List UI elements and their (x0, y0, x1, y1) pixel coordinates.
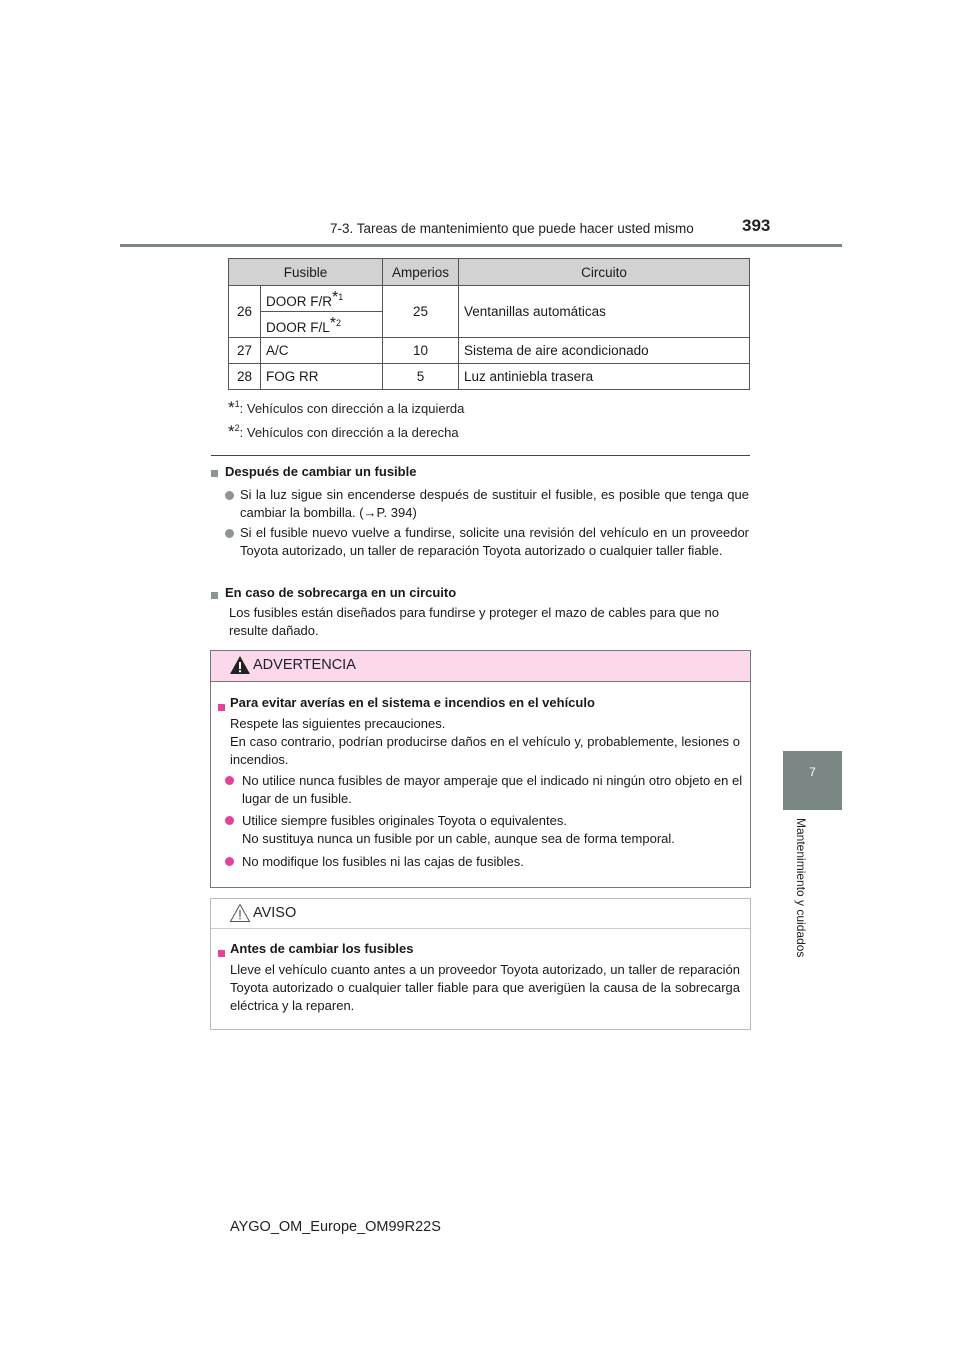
table-row (229, 286, 750, 312)
column-header: Circuito (459, 259, 750, 286)
bullet-text: Si la luz sigue sin encenderse después de sustituir el fusible, es posible que tenga que cambiar la bombilla. (→P. 394) (240, 487, 749, 520)
bullet-text: Si el fusible nuevo vuelve a fundirse, solicite una revisión del vehículo en un proveedor Toyota autorizado, un taller de reparación Toyota autorizado o cualquier taller fiable. (240, 525, 749, 558)
bullet-dot (225, 776, 234, 785)
page-number: 393 (742, 216, 771, 235)
fuse-number: 27 (229, 338, 261, 364)
fuse-name: DOOR $F/R^{*1}$ (261, 286, 383, 312)
warning-header (211, 651, 750, 682)
warning-label: ADVERTENCIA (253, 657, 356, 673)
section-text: Los fusibles están diseñados para fundirse y proteger el mazo de cables para que no resulte dañado. (229, 605, 719, 638)
warning-bullet: No modifique los fusibles ni las cajas de fusibles. (242, 854, 524, 869)
column-header: Fusible (229, 259, 383, 286)
table-header-row (229, 259, 750, 286)
warning-box (210, 650, 751, 888)
chapter-number: 7 (809, 765, 816, 779)
fuse-amps: 25 (383, 286, 459, 338)
warning-intro: Respete las siguientes precauciones. (230, 716, 446, 731)
table-row (229, 338, 750, 364)
warning-triangle-icon (229, 655, 251, 675)
fuse-amps: 5 (383, 364, 459, 390)
header-rule (120, 244, 842, 247)
chapter-title: Mantenimiento y cuidados (794, 818, 808, 958)
notice-label: AVISO (253, 905, 297, 921)
fuse-number: 28 (229, 364, 261, 390)
table-row (229, 364, 750, 390)
section-heading: Después de cambiar un fusible (225, 464, 417, 479)
bullet-dot (225, 529, 234, 538)
section-title: 7-3. Tareas de mantenimiento que puede hacer usted mismo (330, 221, 694, 236)
fuse-name: FOG RR (261, 364, 383, 390)
notice-text: Lleve el vehículo cuanto antes a un proveedor Toyota autorizado, un taller de reparación Toyota autorizado o cualquier taller fiable para que averigüen la causa de la sobrecarga eléctrica y la reparen. (230, 962, 740, 1013)
bullet-dot (225, 491, 234, 500)
section-heading: En caso de sobrecarga en un circuito (225, 585, 457, 600)
footnote: *$^1$: Vehículos con dirección a la izquierda (228, 398, 465, 417)
column-header: Amperios (383, 259, 459, 286)
bullet-dot (225, 857, 234, 866)
section-marker (218, 944, 225, 962)
warning-intro: En caso contrario, podrían producirse daños en el vehículo y, probablemente, lesiones o incendios. (230, 734, 740, 767)
warning-title: Para evitar averías en el sistema e incendios en el vehículo (230, 695, 595, 710)
fuse-circuit: Luz antiniebla trasera (459, 364, 750, 390)
notice-title: Antes de cambiar los fusibles (230, 941, 414, 956)
fuse-name: A/C (261, 338, 383, 364)
chapter-tab (783, 751, 842, 810)
footnote: *$^2$: Vehículos con dirección a la derecha (228, 422, 459, 441)
warning-bullet: No utilice nunca fusibles de mayor amperaje que el indicado ni ningún otro objeto en el lugar de un fusible. (242, 773, 743, 806)
notice-box (210, 898, 751, 1030)
fuse-circuit: Sistema de aire acondicionado (459, 338, 750, 364)
fuse-table (228, 258, 750, 390)
section-divider (211, 455, 750, 456)
notice-header (211, 899, 750, 929)
warning-bullet-continued: No sustituya nunca un fusible por un cable, aunque sea de forma temporal. (242, 831, 675, 846)
bullet-dot (225, 816, 234, 825)
section-marker (218, 698, 225, 716)
section-marker (211, 586, 218, 604)
fuse-amps: 10 (383, 338, 459, 364)
section-marker (211, 464, 218, 482)
caution-triangle-icon (229, 903, 251, 923)
warning-bullet: Utilice siempre fusibles originales Toyota o equivalentes. (242, 813, 567, 828)
document-code: AYGO_OM_Europe_OM99R22S (230, 1219, 441, 1235)
fuse-number: 26 (229, 286, 261, 338)
fuse-circuit: Ventanillas automáticas (459, 286, 750, 338)
fuse-name: DOOR $F/L^{*2}$ (261, 312, 383, 338)
